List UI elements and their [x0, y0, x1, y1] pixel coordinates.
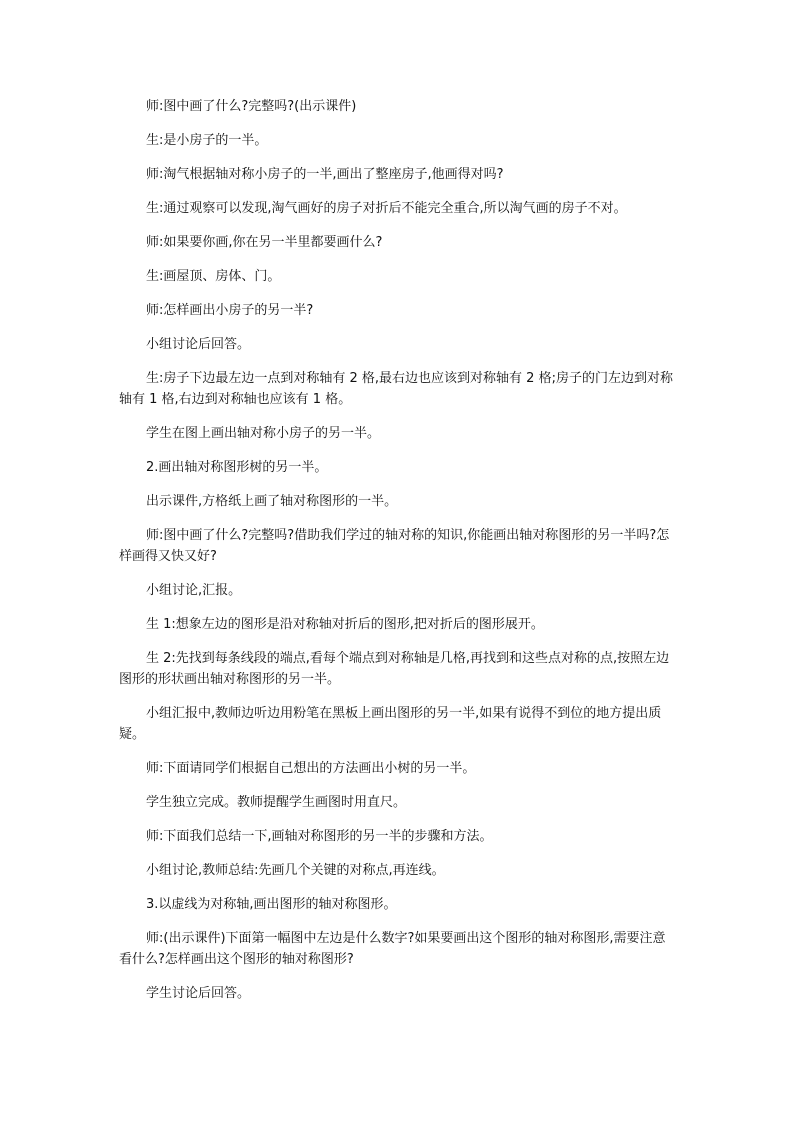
paragraph-16: 生 2:先找到每条线段的端点,看每个端点到对称轴是几格,再找到和这些点对称的点,按照左边图形的形状画出轴对称图形的另一半。 — [119, 651, 670, 687]
paragraph-4: 生:通过观察可以发现,淘气画好的房子对折后不能完全重合,所以淘气画的房子不对。 — [146, 201, 627, 216]
section-heading-3: 3.以虚线为对称轴,画出图形的轴对称图形。 — [146, 897, 397, 912]
paragraph-6: 生:画屋顶、房体、门。 — [146, 269, 281, 284]
paragraph-8: 小组讨论后回答。 — [146, 337, 251, 352]
paragraph-5: 师:如果要你画,你在另一半里都要画什么? — [146, 235, 383, 250]
paragraph-21: 小组讨论,教师总结:先画几个关键的对称点,再连线。 — [146, 863, 445, 878]
document-page — [119, 96, 675, 1017]
paragraph-10: 学生在图上画出轴对称小房子的另一半。 — [146, 426, 381, 441]
paragraph-23: 师:(出示课件)下面第一幅图中左边是什么数字?如果要画出这个图形的轴对称图形,需要注意看什么?怎样画出这个图形的轴对称图形? — [119, 931, 666, 967]
section-heading-2: 2.画出轴对称图形树的另一半。 — [146, 460, 328, 475]
paragraph-19: 学生独立完成。教师提醒学生画图时用直尺。 — [146, 795, 407, 810]
paragraph-18: 师:下面请同学们根据自己想出的方法画出小树的另一半。 — [146, 761, 476, 776]
paragraph-17: 小组汇报中,教师边听边用粉笔在黑板上画出图形的另一半,如果有说得不到位的地方提出质疑。 — [119, 706, 662, 742]
paragraph-13: 师:图中画了什么?完整吗?借助我们学过的轴对称的知识,你能画出轴对称图形的另一半吗?怎样画得又快又好? — [119, 528, 670, 564]
paragraph-12: 出示课件,方格纸上画了轴对称图形的一半。 — [146, 494, 398, 509]
paragraph-24: 学生讨论后回答。 — [146, 986, 251, 1001]
paragraph-2: 生:是小房子的一半。 — [146, 133, 268, 148]
paragraph-9: 生:房子下边最左边一点到对称轴有 2 格,最右边也应该到对称轴有 2 格;房子的门左边到对称轴有 1 格,右边到对称轴也应该有 1 格。 — [119, 371, 673, 407]
paragraph-7: 师:怎样画出小房子的另一半? — [146, 303, 314, 318]
paragraph-20: 师:下面我们总结一下,画轴对称图形的另一半的步骤和方法。 — [146, 829, 493, 844]
paragraph-3: 师:淘气根据轴对称小房子的一半,画出了整座房子,他画得对吗? — [146, 167, 504, 182]
paragraph-1: 师:图中画了什么?完整吗?(出示课件) — [146, 99, 357, 114]
paragraph-15: 生 1:想象左边的图形是沿对称轴对折后的图形,把对折后的图形展开。 — [146, 617, 544, 632]
paragraph-14: 小组讨论,汇报。 — [146, 583, 242, 598]
